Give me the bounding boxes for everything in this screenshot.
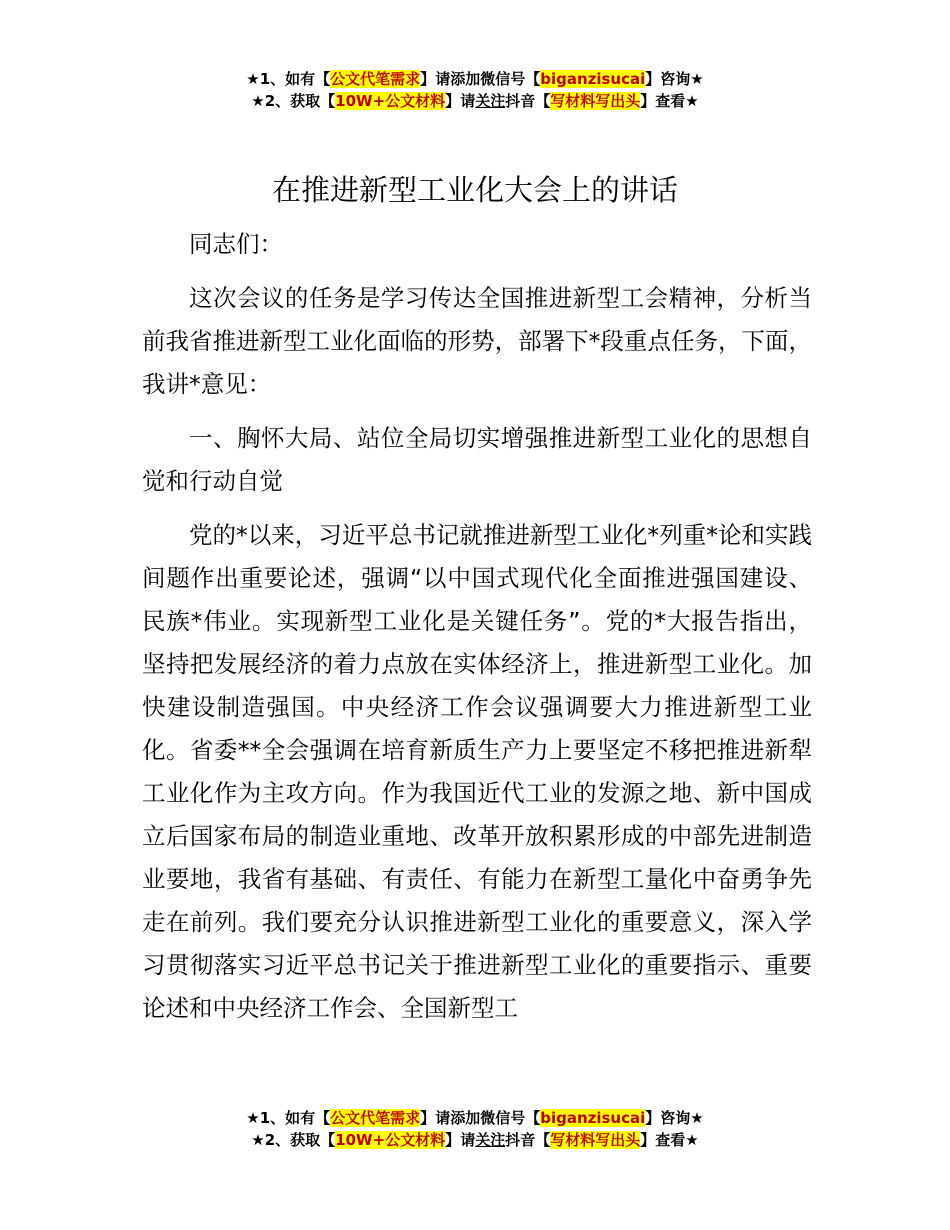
banner-line-2 xyxy=(0,90,950,112)
bracket: 】 xyxy=(420,1109,436,1127)
banner-text: 查看★ xyxy=(655,92,699,110)
document-body xyxy=(142,223,812,1030)
highlight-tag: 公文代笔需求 xyxy=(330,1109,421,1127)
wechat-id: biganzisucai xyxy=(540,1109,646,1127)
banner-text: 咨询★ xyxy=(660,70,704,88)
highlight-tag: 10W+公文材料 xyxy=(335,92,446,110)
highlight-tag: 10W+公文材料 xyxy=(335,1131,446,1149)
bracket: 】 xyxy=(645,1109,661,1127)
bracket: 】 xyxy=(640,1131,656,1149)
section-heading: 一、胸怀大局、站位全局切实增强推进新型工业化的思想自觉和行动自觉 xyxy=(142,424,812,495)
underlined-text: 关注 xyxy=(475,92,506,110)
paragraph-salutation: 同志们： xyxy=(189,230,283,258)
banner-line-2 xyxy=(0,1129,950,1151)
banner-text: 请添加微信号 xyxy=(435,70,526,88)
document-title: 在推进新型工业化大会上的讲话 xyxy=(271,173,678,207)
header-banner xyxy=(0,68,950,112)
banner-text: 咨询★ xyxy=(660,1109,704,1127)
bracket: 【 xyxy=(525,1109,541,1127)
bracket: 【 xyxy=(315,70,331,88)
bracket: 】 xyxy=(420,70,436,88)
banner-text: 请 xyxy=(460,1131,476,1149)
bracket: 【 xyxy=(320,1131,336,1149)
highlight-tag: 公文代笔需求 xyxy=(330,70,421,88)
banner-line-1 xyxy=(0,68,950,90)
bracket: 】 xyxy=(445,92,461,110)
banner-text: ★1、如有 xyxy=(246,1109,316,1127)
banner-text: 请 xyxy=(460,92,476,110)
bracket: 【 xyxy=(535,92,551,110)
banner-line-1 xyxy=(0,1107,950,1129)
bracket: 【 xyxy=(315,1109,331,1127)
paragraph: 这次会议的任务是学习传达全国推进新型工会精神，分析当前我省推进新型工业化面临的形势，部署下*段重点任务，下面，我讲*意见： xyxy=(142,284,812,398)
bracket: 】 xyxy=(640,92,656,110)
bracket: 【 xyxy=(525,70,541,88)
banner-text: 请添加微信号 xyxy=(435,1109,526,1127)
wechat-id: biganzisucai xyxy=(540,70,646,88)
banner-text: 查看★ xyxy=(655,1131,699,1149)
bracket: 【 xyxy=(320,92,336,110)
banner-text: 抖音 xyxy=(505,92,536,110)
bracket: 】 xyxy=(445,1131,461,1149)
account-name: 写材料写出头 xyxy=(550,92,641,110)
bracket: 】 xyxy=(645,70,661,88)
banner-text: ★2、获取 xyxy=(251,1131,321,1149)
banner-text: ★1、如有 xyxy=(246,70,316,88)
bracket: 【 xyxy=(535,1131,551,1149)
underlined-text: 关注 xyxy=(475,1131,506,1149)
account-name: 写材料写出头 xyxy=(550,1131,641,1149)
banner-text: 抖音 xyxy=(505,1131,536,1149)
paragraph: 党的*以来，习近平总书记就推进新型工业化*列重*论和实践间题作出重要论述，强调“以中国式现代化全面推进强国建设、民族*伟业。实现新型工业化是关键任务”。党的*大报告指出，坚持把发展经济的着力点放在实体经济上，推进新型工业化。加快建设制造强国。中央经济工作会议强调要大力推进新型工业化。省委**全会强调在培育新质生产力上要坚定不移把推进新犁工业化作为主攻方向。作为我国近代工业的发源之地、新中国成立后国家布局的制造业重地、改革开放积累形成的中部先进制造业要地，我省有基础、有责任、有能力在新型工量化中奋勇争先走在前列。我们要充分认识推进新型工业化的重要意义，深入学习贯彻落实习近平总书记关于推进新型工业化的重要指示、重要论述和中央经济工作会、全国新型工 xyxy=(142,521,812,1022)
footer-banner xyxy=(0,1107,950,1151)
banner-text: ★2、获取 xyxy=(251,92,321,110)
